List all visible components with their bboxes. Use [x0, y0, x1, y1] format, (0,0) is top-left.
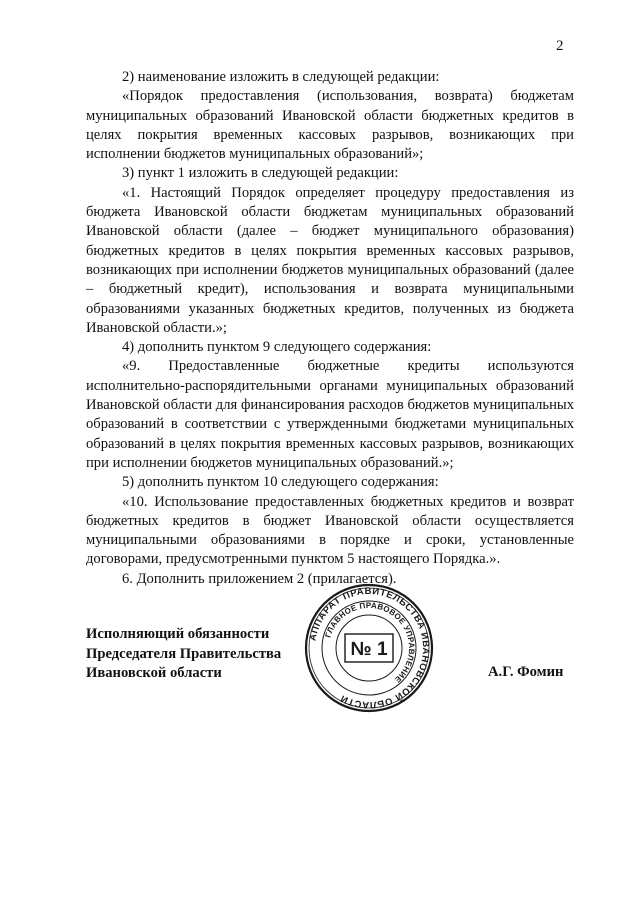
seal-number: № 1	[350, 639, 388, 660]
paragraph-2: «Порядок предоставления (использования, возврата) бюджетам муниципальных образований Ивановской области бюджетных кредитов в целях покрытия временных кассовых разрывов, возникающих при исполнении бюджетов муниципальных образований»;	[86, 88, 574, 163]
page-number: 2	[556, 38, 564, 54]
signatory-name: А.Г. Фомин	[488, 664, 564, 680]
signatory-title-line-1: Исполняющий обязанности	[86, 626, 270, 642]
paragraph-1: 2) наименование изложить в следующей редакции:	[122, 69, 440, 85]
paragraph-3: 3) пункт 1 изложить в следующей редакции:	[122, 165, 399, 182]
signatory-title-line-3: Ивановской области	[86, 665, 222, 681]
paragraph-7: 5) дополнить пунктом 10 следующего содержания:	[122, 474, 439, 491]
official-seal-icon	[304, 583, 434, 713]
seal-outer-text: АППАРАТ ПРАВИТЕЛЬСТВА ИВАНОВСКОЙ ОБЛАСТИ	[307, 585, 432, 711]
signatory-title-line-2: Председателя Правительства	[86, 645, 282, 662]
document-body	[86, 68, 574, 589]
paragraph-9: 6. Дополнить приложением 2 (прилагается).	[122, 570, 397, 587]
paragraph-5: 4) дополнить пунктом 9 следующего содержания:	[122, 339, 432, 356]
signatory-title	[86, 625, 281, 684]
paragraph-8: «10. Использование предоставленных бюджетных кредитов и возврат бюджетных кредитов в бюджет Ивановской области осуществляется муниципальными образованиями в порядке и сроки, установленные договорами, предусмотренными пунктом 5 настоящего Порядка.».	[86, 493, 574, 568]
paragraph-6: «9. Предоставленные бюджетные кредиты используются исполнительно-распорядительными органами муниципальных образований Ивановской области для финансирования расходов бюджетов муниципальных образований в соответствии с утвержденными бюджетами муниципальных образований в целях покрытия временных кассовых разрывов, возникающих при исполнении бюджетов муниципальных образований.»;	[86, 358, 574, 471]
paragraph-4: «1. Настоящий Порядок определяет процедуру предоставления из бюджета Ивановской области бюджетам муниципальных образований Ивановской области (далее – бюджет муниципального образования) бюджетных кредитов в целях покрытия временных кассовых разрывов, возникающих при исполнении бюджетов муниципальных образований (далее – бюджетный кредит), использования и возврата муниципальными образованиями указанных бюджетных кредитов, полученных из бюджета Ивановской области.»;	[86, 184, 574, 336]
seal-inner-text: ГЛАВНОЕ ПРАВОВОЕ УПРАВЛЕНИЕ	[323, 600, 417, 685]
